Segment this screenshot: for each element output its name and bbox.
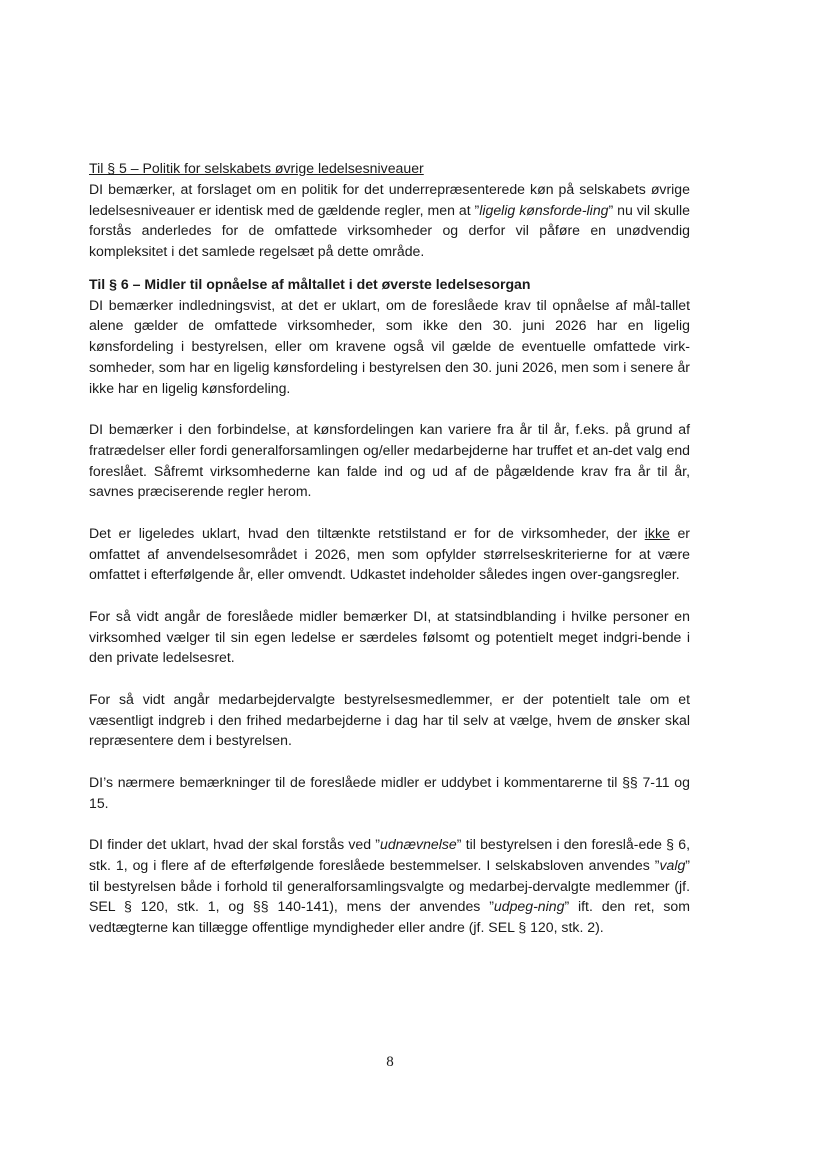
text-span: ” til bestyrelsen i den foreslå-ede § 6, stk. 1, og i flere af de efterfølgende foreslåede bestemmelser. I selskabsloven anvendes ” <box>89 836 690 873</box>
text-span: ” nu vil skulle forstås anderledes for de omfattede virksomheder og derfor vil påføre en unødvendig kompleksitet i det samlede regelsæt på dette område. <box>89 201 690 259</box>
emphasis-text: ligelig kønsforde-ling <box>479 201 609 218</box>
text-span: DI bemærker, at forslaget om en politik for det underrepræsenterede køn på selskabets øvrige ledelsesniveauer er identisk med de gældende regler, men at ” <box>89 180 690 218</box>
text-span: Det er ligeledes uklart, hvad den tiltænkte retstilstand er for de virksomheder, der <box>89 524 645 541</box>
section-6-paragraph-6: DI’s nærmere bemærkninger til de foreslåede midler er uddybet i kommentarerne til §§ 7-11 og 15. <box>89 773 690 811</box>
section-6-heading: Til § 6 – Midler til opnåelse af måltallet i det øverste ledelsesorgan <box>89 275 531 292</box>
page-number: 8 <box>386 1054 394 1070</box>
section-5-heading: Til § 5 – Politik for selskabets øvrige ledelsesniveauer <box>89 160 424 176</box>
text-span: ” ift. den ret, som vedtægterne kan tillægge offentlige myndigheder eller andre (jf. SEL § 120, stk. 2). <box>89 898 690 935</box>
section-6-paragraph-4: For så vidt angår de foreslåede midler bemærker DI, at statsindblanding i hvilke personer en virksomhed vælger til sin egen ledelse er særdeles følsomt og potentielt meget indgri-bende i den private ledelsesret. <box>89 607 690 666</box>
text-span: ” til bestyrelsen både i forhold til generalforsamlingsvalgte og medarbej-dervalgte medlemmer (jf. SEL § 120, stk. 1, og §§ 140-141), mens der anvendes ” <box>89 856 690 915</box>
section-6-paragraph-5: For så vidt angår medarbejdervalgte bestyrelsesmedlemmer, er der potentielt tale om et væsentligt indgreb i den frihed medarbejderne i dag har til selv at vælge, hvem de ønsker skal repræsentere dem i bestyrelsen. <box>89 690 690 749</box>
section-5-paragraph <box>89 179 690 262</box>
document-body <box>89 158 690 938</box>
section-6-paragraph-2: DI bemærker i den forbindelse, at kønsfordelingen kan variere fra år til år, f.eks. på grund af fratrædelser eller fordi generalforsamlingen og/eller medarbejderne har truffet et an-det valg end foreslået. Såfremt virksomhederne kan falde ind og ud af de pågældende krav fra år til år, savnes præciserende regler herom. <box>89 421 690 500</box>
underlined-text: ikke <box>644 524 670 541</box>
section-6-paragraph-7 <box>89 834 690 938</box>
section-6-paragraph-1: DI bemærker indledningsvist, at det er uklart, om de foreslåede krav til opnåelse af mål-tallet alene gælder de omfattede virksomheder, som ikke den 30. juni 2026 har en ligelig kønsfordeling i bestyrelsen, eller om kravene også vil gælde de eventuelle omfattede virk-somheder, som har en ligelig kønsfordeling i bestyrelsen den 30. juni 2026, men som i senere år ikke har en ligelig kønsfordeling. <box>89 296 690 396</box>
text-span: DI finder det uklart, hvad der skal forstås ved ” <box>89 836 380 852</box>
emphasis-text: udnævnelse <box>379 836 457 852</box>
text-span: er omfattet af anvendelsesområdet i 2026, men som opfylder størrelseskriterierne for at være omfattet i efterfølgende år, eller omvendt. Udkastet indeholder således ingen over-gangsregler. <box>89 524 690 583</box>
emphasis-text: valg <box>659 856 686 873</box>
section-6-paragraph-3 <box>89 523 690 585</box>
emphasis-text: udpeg-ning <box>493 898 565 915</box>
